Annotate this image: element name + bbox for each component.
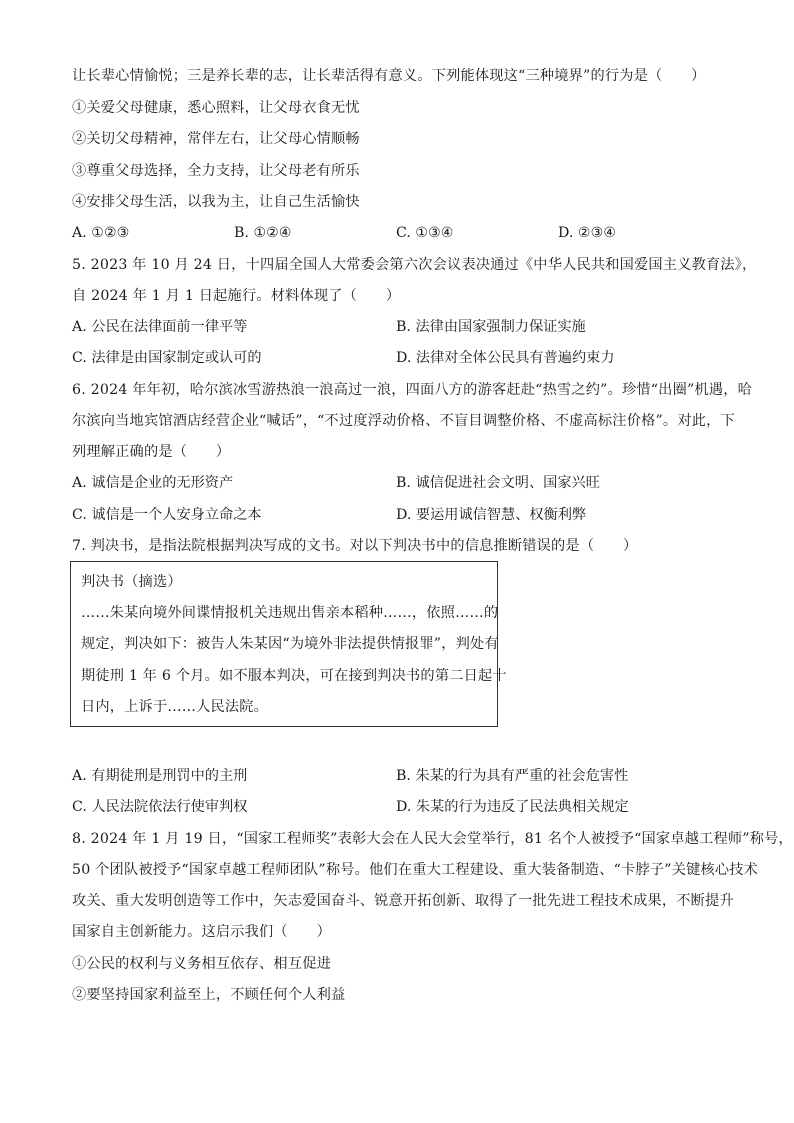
q5-option-a: A. 公民在法律面前一律平等 [72,319,248,335]
q8-item-2: ②要坚持国家利益至上，不顾任何个人利益 [72,987,346,1003]
q6-stem-line-1: 6. 2024 年年初，哈尔滨冰雪游热浪一浪高过一浪，四面八方的游客赶赴“热雪之约”。珍惜“出圈”机遇，哈 [72,382,752,398]
judgment-box-line-1: ……朱某向境外间谍情报机关违规出售亲本稻种……，依照……的 [81,605,499,621]
q4-stem-tail: 让长辈心情愉悦；三是养长辈的志，让长辈活得有意义。下列能体现这“三种境界”的行为是（ ） [72,68,706,84]
q4-item-1: ①关爱父母健康，悉心照料，让父母衣食无忧 [72,100,360,116]
q5-option-d: D. 法律对全体公民具有普遍约束力 [396,350,615,366]
q6-stem-line-3: 列理解正确的是（ ） [72,444,231,460]
q7-option-a: A. 有期徒刑是刑罚中的主刑 [72,768,248,784]
q8-stem-line-3: 攻关、重大发明创造等工作中，矢志爱国奋斗、锐意开拓创新、取得了一批先进工程技术成果，不断提升 [72,893,734,909]
q4-option-c: C. ①③④ [396,225,454,241]
q6-option-b: B. 诚信促进社会文明、国家兴旺 [396,475,600,491]
q8-stem-line-1: 8. 2024 年 1 月 19 日，“国家工程师奖”表彰大会在人民大会堂举行，81 名个人被授予“国家卓越工程师”称号， [72,831,793,847]
q8-item-1: ①公民的权利与义务相互依存、相互促进 [72,956,331,972]
q4-item-2: ②关切父母精神，常伴左右，让父母心情顺畅 [72,131,360,147]
q5-stem-line-1: 5. 2023 年 10 月 24 日，十四届全国人大常委会第六次会议表决通过《中华人民共和国爱国主义教育法》， [72,257,757,273]
q8-stem-line-4: 国家自主创新能力。这启示我们（ ） [72,924,331,940]
q6-option-d: D. 要运用诚信智慧、权衡利弊 [396,507,587,523]
q4-item-4: ④安排父母生活，以我为主，让自己生活愉快 [72,194,360,210]
judgment-excerpt-box [70,561,507,727]
q7-option-b: B. 朱某的行为具有严重的社会危害性 [396,768,629,784]
q4-option-a: A. ①②③ [72,225,130,241]
q4-option-b: B. ①②④ [234,225,292,241]
judgment-box-line-2: 规定，判决如下：被告人朱某因“为境外非法提供情报罪”，判处有 [81,636,499,652]
q7-option-c: C. 人民法院依法行使审判权 [72,799,248,815]
q6-option-a: A. 诚信是企业的无形资产 [72,475,234,491]
q5-option-c: C. 法律是由国家制定或认可的 [72,350,262,366]
q6-stem-line-2: 尔滨向当地宾馆酒店经营企业“喊话”，“不过度浮动价格、不盲目调整价格、不虚高标注价格”。对此，下 [72,413,735,429]
q6-option-c: C. 诚信是一个人安身立命之本 [72,507,262,523]
q5-option-b: B. 法律由国家强制力保证实施 [396,319,586,335]
q4-item-3: ③尊重父母选择，全力支持，让父母老有所乐 [72,163,360,179]
judgment-box-title: 判决书（摘选） [81,574,182,590]
q8-stem-line-2: 50 个团队被授予“国家卓越工程师团队”称号。他们在重大工程建设、重大装备制造、“卡脖子”关键核心技术 [72,862,759,878]
judgment-box-line-3: 期徒刑 1 年 6 个月。如不服本判决，可在接到判决书的第二日起十 [81,668,507,684]
q5-stem-line-2: 自 2024 年 1 月 1 日起施行。材料体现了（ ） [72,288,401,304]
q7-option-d: D. 朱某的行为违反了民法典相关规定 [396,799,629,815]
judgment-box-line-4: 日内，上诉于……人民法院。 [81,699,269,715]
q4-option-d: D. ②③④ [558,225,617,241]
q7-stem: 7. 判决书，是指法院根据判决写成的文书。对以下判决书中的信息推断错误的是（ ） [72,538,638,554]
